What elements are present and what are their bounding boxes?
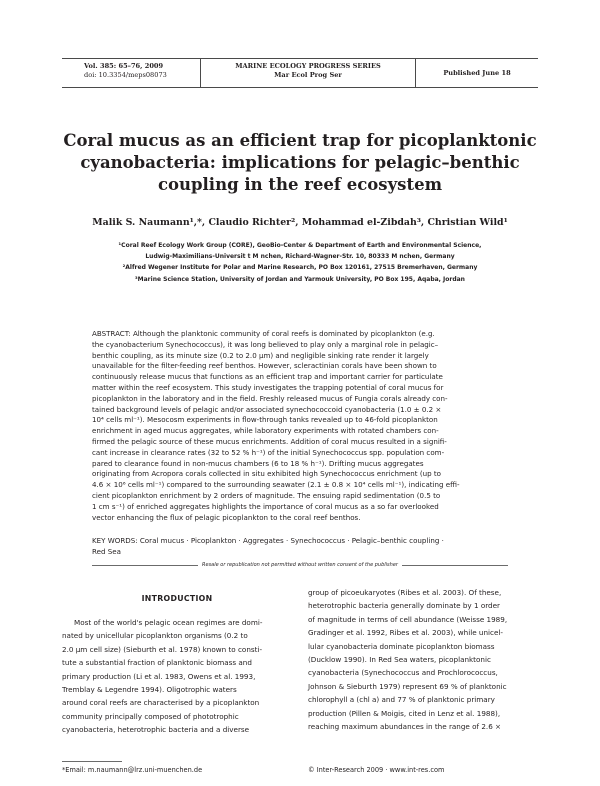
abstract-line: the cyanobacterium Synechococcus), it was long believed to play only a marginal role in pelagic– [92,339,439,349]
abstract-line: pared to clearance found in non-mucus chambers (6 to 18 % h⁻¹). Drifting mucus aggregates [92,458,424,468]
abstract-line: originating from Acropora corals collected in situ exhibited high Synechococcus enrichment (up to [92,469,441,479]
body-line: Gradinger et al. 1992, Ribes et al. 2003), while unicel- [308,628,503,638]
body-column-right [308,586,538,733]
body-line: production (Pillen & Moigis, cited in Lenz et al. 1988), [308,708,501,718]
body-line: heterotrophic bacteria generally dominate by 1 order [308,601,500,611]
body-line: (Ducklow 1990). In Red Sea waters, picoplanktonic [308,655,491,665]
affiliation-line: Ludwig-Maximilians-Universit t M nchen, Richard-Wagner-Str. 10, 80333 M nchen, Germany [145,253,455,261]
copyright-notice: © Inter-Research 2009 · www.int-res.com [308,766,445,774]
body-line: group of picoeukaryotes (Ribes et al. 2003). Of these, [308,588,502,597]
doi-line: doi: 10.3354/meps08073 [84,71,167,79]
abstract-line: cient picoplankton enrichment by 2 orders of magnitude. The ensuing rapid sedimentation (0.5 to [92,490,441,500]
abstract-line: unavailable for the filter-feeding reef benthos. However, scleractinian corals have been shown to [92,361,437,371]
body-line: Most of the world's pelagic ocean regimes are domi- [74,618,263,627]
body-line: Johnson & Sieburth 1979) represent 69 % of planktonic [308,681,507,691]
header-citation [62,59,200,87]
abstract [92,329,508,523]
article-title [30,130,570,196]
abstract-line: 10⁴ cells ml⁻¹). Mesocosm experiments in flow-through tanks revealed up to 46-fold picoplankton [92,415,438,425]
abstract-line: firmed the pelagic source of these mucus enrichments. Addition of coral mucus resulted in a signifi- [92,436,447,446]
affiliation-line: ³Marine Science Station, University of Jordan and Yarmouk University, PO Box 195, Aqaba, Jordan [135,275,465,283]
divider [402,565,508,566]
affiliation-line: ¹Coral Reef Ecology Work Group (CORE), GeoBio-Center & Department of Earth and Environmental Science, [118,242,482,249]
abstract-line: benthic coupling, as its minute size (0.2 to 2.0 µm) and negligible sinking rate render it largely [92,350,429,360]
abstract-line: matter within the reef ecosystem. This study investigates the trapping potential of coral mucus for [92,382,444,392]
journal-name: MARINE ECOLOGY PROGRESS SERIES [235,62,381,70]
abstract-line: ABSTRACT: Although the planktonic community of coral reefs is dominated by picoplankton (e.g. [92,329,435,338]
republication-notice: Resale or republication not permitted without written consent of the publisher [202,562,398,568]
body-column-left [62,616,292,737]
body-line: community principally composed of phototrophic [62,711,239,721]
body-line: cyanobacteria (Synechococcus and Prochlorococcus, [308,668,498,678]
title-line: coupling in the reef ecosystem [157,175,443,194]
affiliations [40,240,560,285]
title-line: Coral mucus as an efficient trap for picoplanktonic [63,131,537,150]
body-line: nated by unicellular picoplankton organisms (0.2 to [62,631,248,641]
abstract-line: continuously release mucus that functions as an efficient trap and important carrier for particulate [92,372,443,382]
footnote-divider [62,761,122,762]
body-line: lular cyanobacteria dominate picoplankton biomass [308,641,495,651]
body-line: primary production (Li et al. 1983, Owens et al. 1993, [62,671,256,681]
abstract-line: enrichment in aged mucus aggregates, while laboratory experiments with rotated chambers con- [92,426,439,436]
affiliation-line: ²Alfred Wegener Institute for Polar and Marine Research, PO Box 120161, 27515 Bremerhaven, Germany [122,264,478,272]
abstract-line: 4.6 × 10⁶ cells ml⁻¹) compared to the surrounding seawater (2.1 ± 0.8 × 10⁴ cells ml⁻¹), indicating effi- [92,480,460,490]
title-line: cyanobacteria: implications for pelagic–benthic [80,153,520,172]
body-line: of magnitude in terms of cell abundance (Weisse 1989, [308,614,508,624]
body-line: Tremblay & Legendre 1994). Oligotrophic waters [62,685,237,695]
author-list: Malik S. Naumann¹,*, Claudio Richter², Mohammad el-Zibdah³, Christian Wild¹ [92,217,508,228]
body-line: around coral reefs are characterised by a picoplankton [62,698,260,708]
abstract-line: cant increase in clearance rates (32 to 52 % h⁻¹) of the initial Synechococcus spp. population com- [92,447,445,457]
abstract-line: tained background levels of pelagic and/or associated synechococcoid cyanobacteria (1.0 ± 0.2 × [92,404,442,414]
abstract-line: picoplankton in the laboratory and in the field. Freshly released mucus of Fungia corals already con- [92,393,448,403]
body-line: tute a substantial fraction of planktonic biomass and [62,658,252,668]
header-journal [200,59,416,87]
journal-header [62,58,538,88]
publication-date: Published June 18 [443,69,511,77]
body-line: reaching maximum abundances in the range of 2.6 × [308,722,502,732]
corresponding-email: *Email: m.naumann@lrz.uni-muenchen.de [62,766,203,774]
keywords [92,536,508,558]
body-line: chlorophyll a (chl a) and 77 % of planktonic primary [308,695,495,705]
body-line: 2.0 µm cell size) (Sieburth et al. 1978) known to consti- [62,644,263,654]
keywords-line: KEY WORDS: Coral mucus · Picoplankton · Aggregates · Synechococcus · Pelagic–benthic coupling · [92,536,444,545]
section-heading: INTRODUCTION [141,594,213,603]
abstract-line: vector enhancing the flux of pelagic picoplankton to the coral reef benthos. [92,512,361,522]
journal-abbrev: Mar Ecol Prog Ser [274,71,342,79]
divider [92,565,198,566]
abstract-line: 1 cm s⁻¹) of enriched aggregates highlights the importance of coral mucus as a so far overlooked [92,501,439,511]
keywords-line: Red Sea [92,546,121,556]
body-line: cyanobacteria, heterotrophic bacteria and a diverse [62,725,250,735]
volume-line: Vol. 385: 65–76, 2009 [84,62,164,70]
